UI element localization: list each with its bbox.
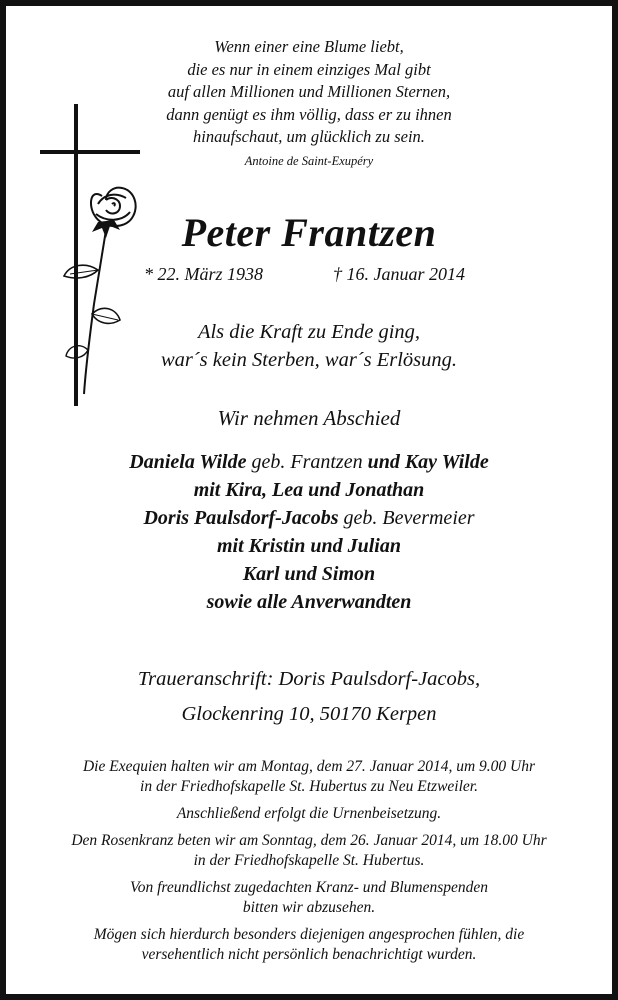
farewell-heading: Wir nehmen Abschied (217, 406, 401, 430)
birth-date: * 22. März 1938 (144, 264, 264, 284)
family-row: sowie alle Anverwandten (206, 591, 412, 613)
info-line: Die Exequien halten wir am Montag, dem 27. Januar 2014, um 9.00 Uhr (82, 758, 536, 775)
quote-line: war´s kein Sterben, war´s Erlösung. (160, 349, 458, 371)
family-member: und Kay Wilde (367, 451, 489, 473)
poem-author: Antoine de Saint-Exupéry (244, 154, 374, 168)
family-row (6, 448, 612, 476)
family-row: mit Kira, Lea und Jonathan (193, 479, 425, 501)
family-list (6, 448, 612, 616)
info-line: bitten wir abzusehen. (242, 899, 376, 916)
info-paragraph (6, 757, 612, 797)
info-paragraph (6, 804, 612, 824)
family-member: Daniela Wilde (129, 451, 247, 473)
info-line: Von freundlichst zugedachten Kranz- und Blumenspenden (129, 879, 489, 896)
info-line: Mögen sich hierdurch besonders diejenigen angesprochen fühlen, die (93, 926, 525, 943)
maiden-name: geb. Frantzen (251, 451, 363, 473)
death-date: † 16. Januar 2014 (333, 264, 465, 284)
family-row: Karl und Simon (242, 563, 376, 585)
info-line: Den Rosenkranz beten wir am Sonntag, dem 26. Januar 2014, um 18.00 Uhr (71, 832, 547, 849)
info-line: in der Friedhofskapelle St. Hubertus zu Neu Etzweiler. (140, 778, 478, 795)
poem-line: hinaufschaut, um glücklich zu sein. (193, 127, 425, 146)
family-row (6, 504, 612, 532)
mourning-address (6, 662, 612, 732)
info-line: versehentlich nicht persönlich benachrichtigt wurden. (141, 946, 477, 963)
info-paragraph (6, 925, 612, 965)
family-member: Doris Paulsdorf-Jacobs (143, 507, 339, 529)
quote-line: Als die Kraft zu Ende ging, (197, 321, 421, 343)
service-info (6, 757, 612, 972)
info-line: Anschließend erfolgt die Urnenbeisetzung. (176, 805, 442, 822)
memorial-quote (6, 318, 612, 374)
maiden-name: geb. Bevermeier (343, 507, 475, 529)
deceased-name: Peter Frantzen (181, 210, 437, 255)
poem-line: die es nur in einem einziges Mal gibt (187, 59, 431, 79)
address-line: Glockenring 10, 50170 Kerpen (181, 703, 437, 725)
poem-line: Wenn einer eine Blume liebt, (214, 37, 404, 56)
info-paragraph (6, 831, 612, 871)
info-line: in der Friedhofskapelle St. Hubertus. (193, 852, 425, 869)
family-row: mit Kristin und Julian (217, 535, 401, 557)
info-paragraph (6, 878, 612, 918)
poem-line: auf allen Millionen und Millionen Sternen, (167, 82, 451, 101)
address-line: Traueranschrift: Doris Paulsdorf-Jacobs, (137, 668, 481, 690)
poem-line: dann genügt es ihm völlig, dass er zu ihnen (166, 104, 452, 124)
